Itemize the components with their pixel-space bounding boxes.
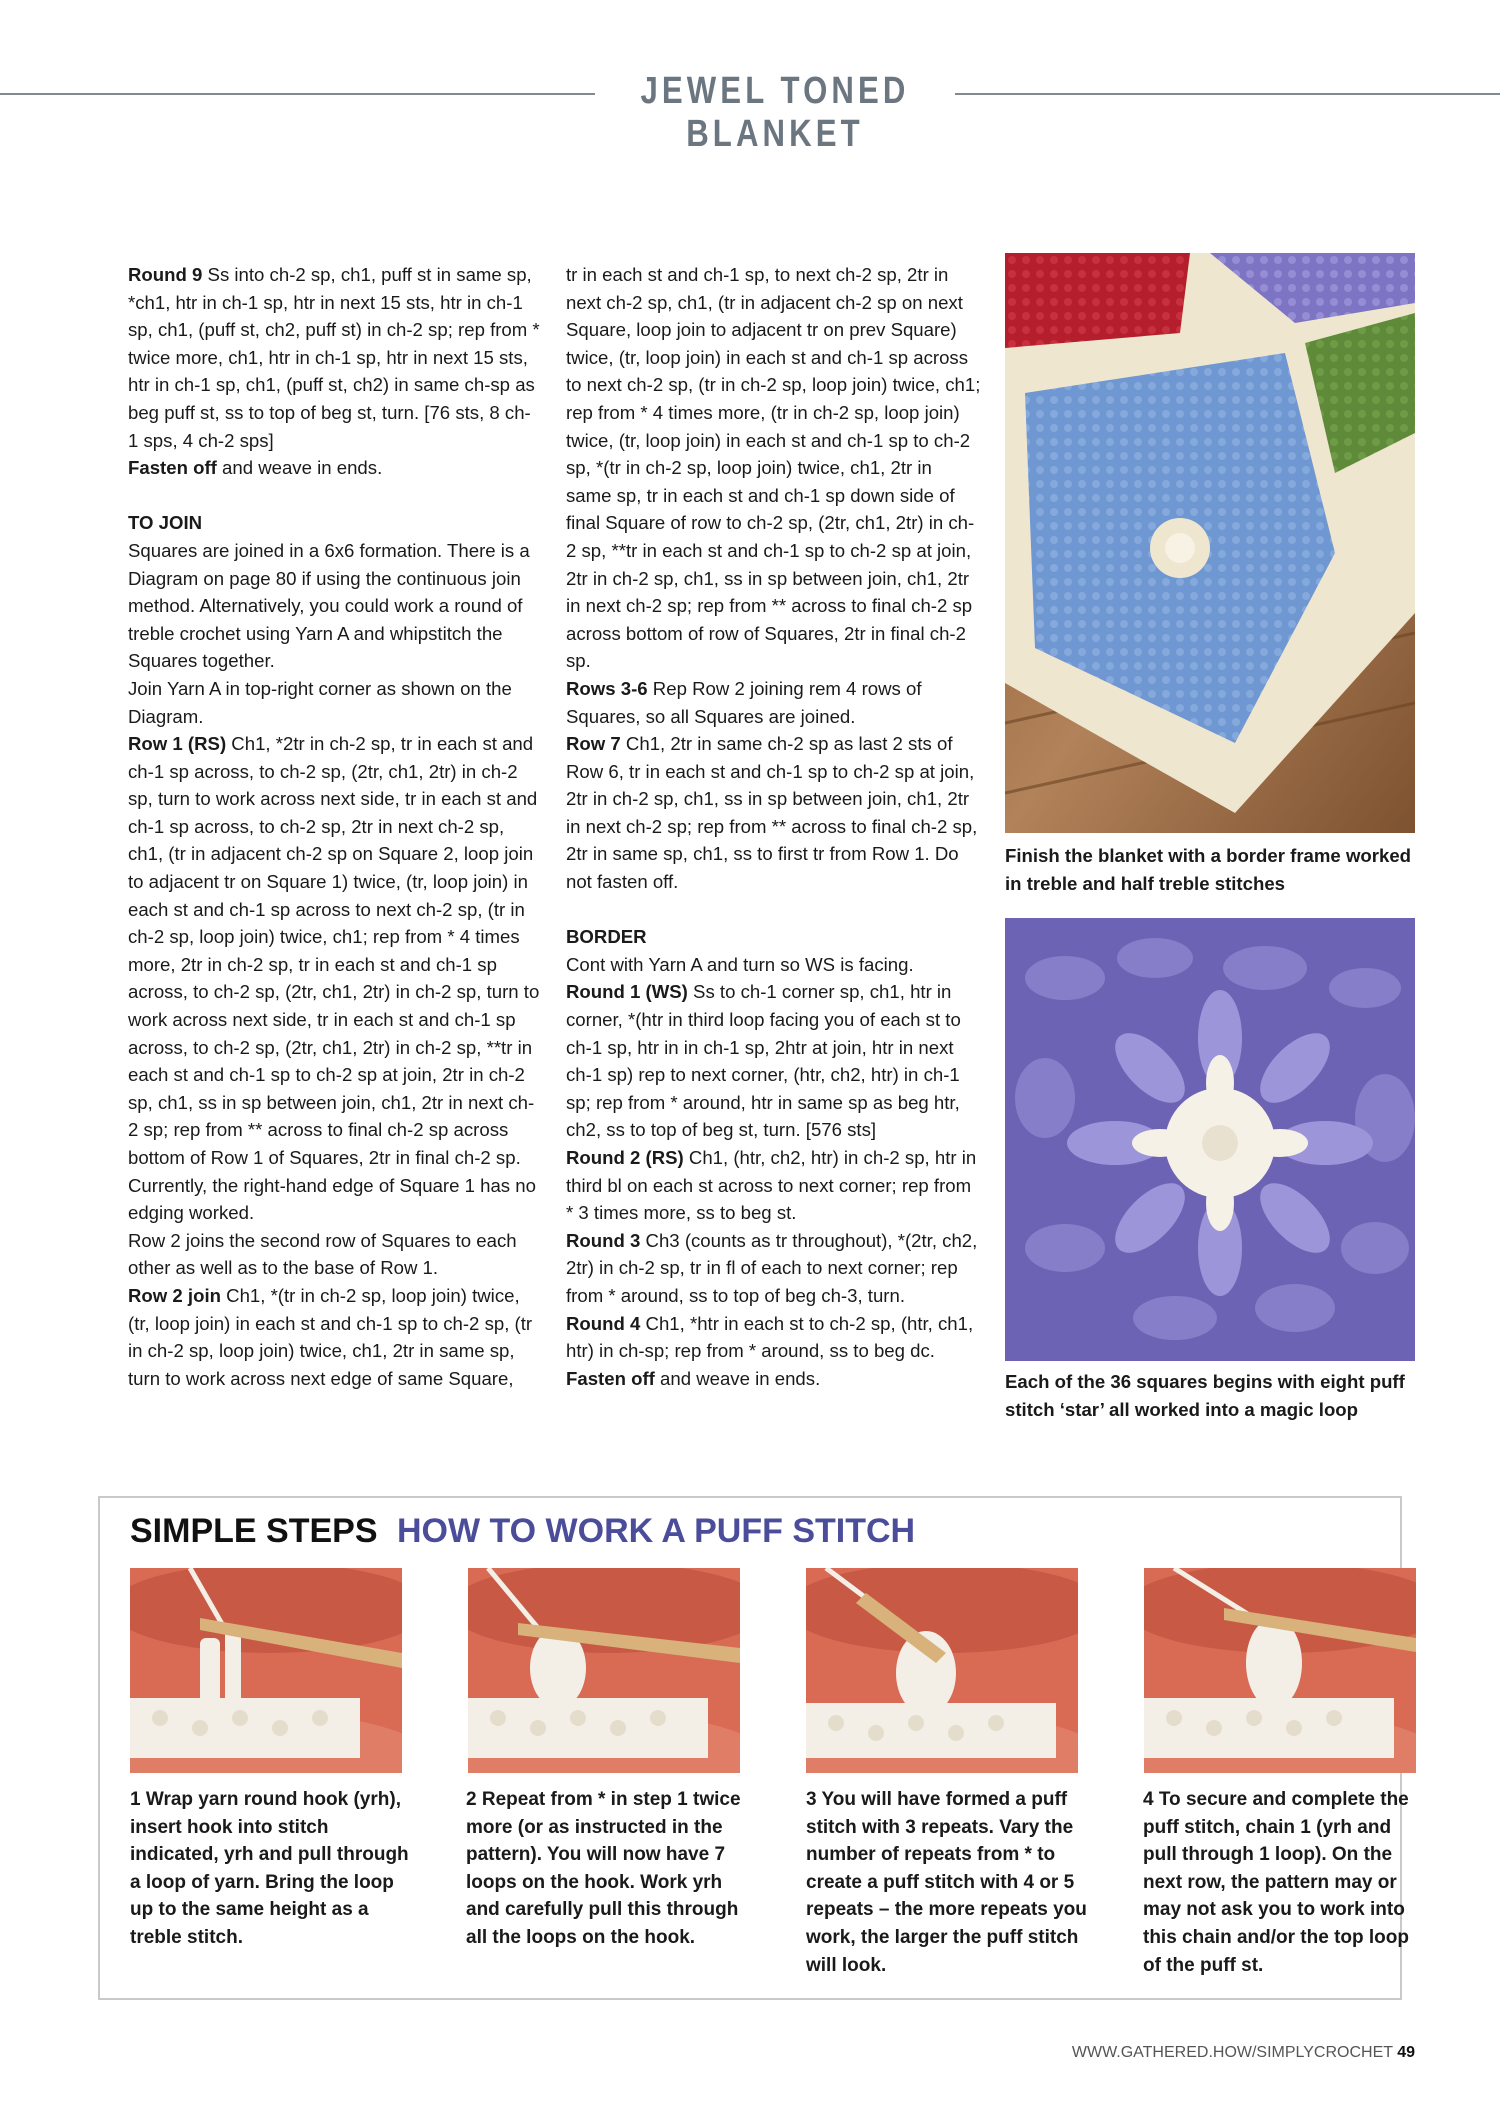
- pattern-paragraph: [128, 261, 540, 454]
- paragraph-text: Ch1, *(tr in ch-2 sp, loop join) twice, (tr, loop join) in each st and ch-1 sp to ch-2 sp, (tr in ch-2 sp, loop join) twice, ch1, 2tr in same sp, turn to work across next edge of same Square,: [128, 1284, 533, 1389]
- paragraph-text: Ss to ch-1 corner sp, ch1, htr in corner, *(htr in third loop facing you of each st to ch-1 sp, htr in in ch-1 sp, 2htr at join, htr in next ch-1 sp) rep to next corner, (htr, ch2, htr) in ch-1 sp; rep from * around, htr in same sp as beg htr, ch2, ss to top of beg st, turn. [576 sts]: [566, 981, 961, 1141]
- paragraph-lead: Row 1 (RS): [128, 733, 227, 755]
- photo-caption-top: Finish the blanket with a border frame worked in treble and half treble stitches: [1005, 845, 1412, 894]
- paragraph-lead: Fasten off: [566, 1367, 655, 1389]
- pattern-paragraph: [566, 1144, 981, 1227]
- pattern-paragraph: [128, 537, 540, 675]
- pattern-paragraph: [566, 675, 981, 730]
- blanket-corner-photo: [1005, 253, 1415, 833]
- step-2-photo: [468, 1568, 740, 1773]
- step-4-photo: [1144, 1568, 1416, 1773]
- pattern-column-2: [566, 261, 981, 1392]
- header-rule-right: [955, 93, 1500, 95]
- paragraph-lead: Row 2 join: [128, 1284, 221, 1306]
- paragraph-lead: Row 7: [566, 733, 621, 755]
- simple-steps-heading: HOW TO WORK A PUFF STITCH: [396, 1512, 916, 1550]
- paragraph-lead: Round 3: [566, 1229, 641, 1251]
- pattern-paragraph: [128, 675, 540, 730]
- step-3-illustration: [806, 1568, 1078, 1773]
- footer-url[interactable]: WWW.GATHERED.HOW/SIMPLYCROCHET: [1071, 2044, 1393, 2061]
- puff-star-illustration: [1005, 918, 1415, 1361]
- header-rule-left: [0, 93, 595, 95]
- page-number: 49: [1397, 2044, 1415, 2061]
- step-1-illustration: [130, 1568, 402, 1773]
- paragraph-text: Squares are joined in a 6x6 formation. There is a Diagram on page 80 if using the continuous join method. Alternatively, you could work a round of treble crochet using Yarn A and whipstitch the Squares together.: [128, 539, 530, 672]
- paragraph-text: Rep Row 2 joining rem 4 rows of Squares, so all Squares are joined.: [566, 677, 922, 727]
- page-header-title: JEWEL TONED BLANKET: [640, 70, 910, 155]
- paragraph-gap: [566, 896, 981, 924]
- pattern-paragraph: [566, 1365, 981, 1393]
- step-2-number: 2: [466, 1789, 477, 1810]
- step-1-description: Wrap yarn round hook (yrh), insert hook into stitch indicated, yrh and pull through a loop of yarn. Bring the loop up to the same height as a treble stitch.: [130, 1789, 409, 1948]
- pattern-paragraph: [566, 261, 981, 675]
- paragraph-lead: BORDER: [566, 926, 647, 948]
- paragraph-lead: Rows 3-6: [566, 677, 648, 699]
- paragraph-lead: Round 2 (RS): [566, 1147, 684, 1168]
- paragraph-text: Cont with Yarn A and turn so WS is facing.: [566, 953, 914, 975]
- paragraph-lead: Round 4: [566, 1312, 641, 1334]
- pattern-paragraph: [128, 509, 540, 537]
- step-2-description: Repeat from * in step 1 twice more (or as instructed in the pattern). You will now have 7 loops on the hook. Work yrh and carefully pull this through all the loops on the hook.: [466, 1789, 741, 1948]
- paragraph-text: Ch1, *2tr in ch-2 sp, tr in each st and ch-1 sp across, to ch-2 sp, (2tr, ch1, 2tr) in ch-2 sp, turn to work across next side, tr in each st and ch-1 sp across, to ch-2 sp, 2tr in next ch-2 sp, ch1, (tr in adjacent ch-2 sp on Square 2, loop join to adjacent tr on Square 1) twice, (tr, loop join) in each st and ch-1 sp across to next ch-2 sp, (tr in ch-2 sp, loop join) twice, ch1; rep from * 4 times more, 2tr in ch-2 sp, tr in each st and ch-1 sp across, to ch-2 sp, (2tr, ch1, 2tr) in ch-2 sp, turn to work across next side, tr in each st and ch-1 sp across, to ch-2 sp, (2tr, ch1, 2tr) in ch-2 sp, **tr in each st and ch-1 sp to ch-2 sp at join, 2tr in ch-2 sp, ch1, ss in sp between join, ch1, 2tr in next ch-2 sp; rep from ** across to final ch-2 sp across bottom of Row 1 of Squares, 2tr in final ch-2 sp.: [128, 733, 540, 1168]
- paragraph-text: Ss into ch-2 sp, ch1, puff st in same sp, *ch1, htr in ch-1 sp, htr in next 15 sts, htr in ch-1 sp, ch1, (puff st, ch2, puff st) in ch-2 sp; rep from * twice more, ch1, htr in ch-1 sp, htr in next 15 sts, htr in ch-1 sp, ch1, (puff st, ch2) in same ch-sp as beg puff st, ss to top of beg st, turn. [76 sts, 8 ch-1 sps, 4 ch-2 sps]: [128, 264, 540, 451]
- paragraph-text: Ch1, 2tr in same ch-2 sp as last 2 sts of Row 6, tr in each st and ch-1 sp to ch-2 sp at join, 2tr in ch-2 sp, ch1, ss in sp between join, ch1, 2tr in next ch-2 sp; rep from ** across to final ch-2 sp, 2tr in same sp, ch1, ss to first tr from Row 1. Do not fasten off.: [566, 733, 978, 893]
- step-2-illustration: [468, 1568, 740, 1773]
- photo-caption-bottom: Each of the 36 squares begins with eight puff stitch ‘star’ all worked into a magic loop: [1005, 1371, 1405, 1420]
- step-1-photo: [130, 1568, 402, 1773]
- step-2-text: [466, 1786, 751, 1952]
- pattern-paragraph: [566, 951, 981, 979]
- paragraph-text: Row 2 joins the second row of Squares to each other as well as to the base of Row 1.: [128, 1229, 517, 1279]
- pattern-paragraph: [128, 454, 540, 482]
- page-footer: [1072, 2044, 1415, 2062]
- paragraph-text: and weave in ends.: [654, 1367, 821, 1389]
- step-3-photo: [806, 1568, 1078, 1773]
- pattern-paragraph: [566, 923, 981, 951]
- paragraph-text: Ch3 (counts as tr throughout), *(2tr, ch2, 2tr) in ch-2 sp, tr in fl of each to next corner; rep from * around, ss to top of beg ch-3, turn.: [566, 1229, 978, 1306]
- step-4-illustration: [1144, 1568, 1416, 1773]
- blanket-corner-illustration: [1005, 253, 1415, 833]
- step-3-number: 3: [806, 1789, 817, 1810]
- step-4-number: 4: [1143, 1789, 1154, 1810]
- pattern-paragraph: [566, 1310, 981, 1365]
- paragraph-gap: [128, 482, 540, 510]
- pattern-paragraph: [128, 1227, 540, 1282]
- paragraph-text: Join Yarn A in top-right corner as shown on the Diagram.: [128, 677, 512, 727]
- paragraph-text: tr in each st and ch-1 sp, to next ch-2 sp, 2tr in next ch-2 sp, ch1, (tr in adjacent ch-2 sp on next Square, loop join to adjacent tr on prev Square) twice, (tr, loop join) in each st and ch-1 sp across to next ch-2 sp, (tr in ch-2 sp, loop join) twice, ch1; rep from * 4 times more, (tr in ch-2 sp, loop join) twice, (tr, loop join) in each st and ch-1 sp to ch-2 sp, *(tr in ch-2 sp, loop join) twice, ch1, 2tr in same sp, tr in each st and ch-1 sp down side of final Square of row to ch-2 sp, (2tr, ch1, 2tr) in ch-2 sp, **tr in each st and ch-1 sp to ch-2 sp at join, 2tr in ch-2 sp, ch1, ss in sp between join, ch1, 2tr in next ch-2 sp; rep from ** across to final ch-2 sp across bottom of row of Squares, 2tr in final ch-2 sp.: [566, 264, 981, 672]
- pattern-paragraph: [128, 1282, 540, 1392]
- paragraph-lead: Round 1 (WS): [566, 981, 688, 1003]
- paragraph-text: Currently, the right-hand edge of Square 1 has no edging worked.: [128, 1174, 536, 1224]
- paragraph-lead: Round 9: [128, 264, 203, 285]
- puff-star-photo: [1005, 918, 1415, 1361]
- pattern-paragraph: [128, 730, 540, 1172]
- pattern-paragraph: [128, 1172, 540, 1227]
- simple-steps-kicker: SIMPLE STEPS: [130, 1512, 378, 1550]
- pattern-paragraph: [566, 730, 981, 896]
- paragraph-lead: Fasten off: [128, 457, 217, 479]
- simple-steps-title: [130, 1512, 915, 1551]
- step-1-number: 1: [130, 1789, 141, 1810]
- step-1-text: [130, 1786, 415, 1952]
- step-3-description: You will have formed a puff stitch with 3 repeats. Vary the number of repeats from * to create a puff stitch with 4 or 5 repeats – the more repeats you work, the larger the puff stitch will look.: [806, 1789, 1087, 1976]
- paragraph-text: Ch1, (htr, ch2, htr) in ch-2 sp, htr in third bl on each st across to next corner; rep from * 3 times more, ss to beg st.: [566, 1147, 977, 1224]
- pattern-paragraph: [566, 978, 981, 1144]
- paragraph-lead: TO JOIN: [128, 512, 203, 534]
- pattern-paragraph: [566, 1227, 981, 1310]
- step-4-description: To secure and complete the puff stitch, chain 1 (yrh and pull through 1 loop). On the next row, the pattern may or may not ask you to work into this chain and/or the top loop of the puff st.: [1143, 1789, 1409, 1976]
- paragraph-text: and weave in ends.: [216, 457, 383, 479]
- paragraph-text: Ch1, *htr in each st to ch-2 sp, (htr, ch1, htr) in ch-sp; rep from * around, ss to beg dc.: [566, 1312, 974, 1362]
- pattern-column-1: [128, 261, 540, 1392]
- step-4-text: [1143, 1786, 1428, 1979]
- step-3-text: [806, 1786, 1091, 1979]
